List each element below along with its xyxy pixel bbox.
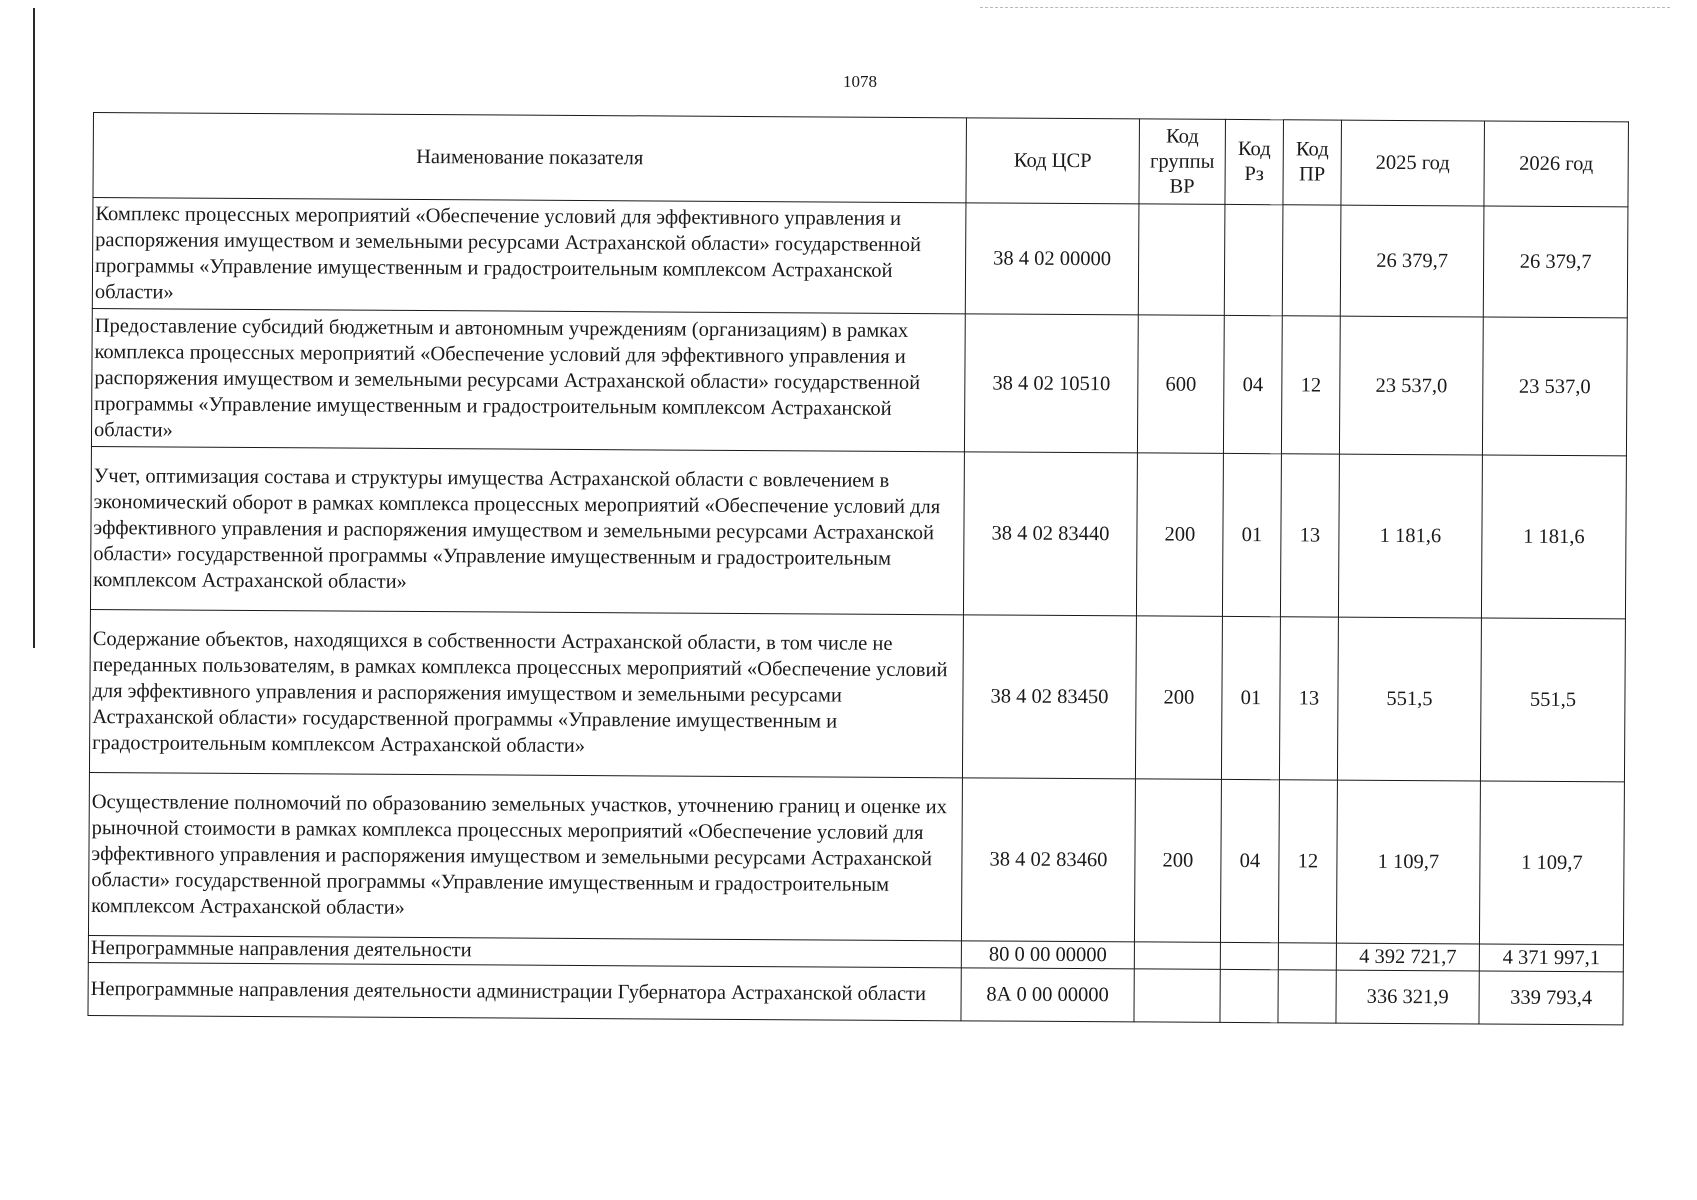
header-csr-code: Код ЦСР	[966, 118, 1140, 204]
row-rz-code	[1220, 942, 1278, 969]
row-pr-code	[1278, 970, 1336, 1023]
row-amount-2025: 1 109,7	[1336, 780, 1480, 944]
row-amount-2025: 4 392 721,7	[1336, 943, 1479, 971]
row-amount-2025: 336 321,9	[1336, 970, 1479, 1024]
row-csr-code: 38 4 02 10510	[964, 314, 1138, 453]
table-header-row	[93, 113, 1628, 207]
table-row	[91, 308, 1627, 455]
row-amount-2026: 23 537,0	[1482, 317, 1627, 456]
header-pr-code	[1283, 120, 1342, 205]
header-year-2026: 2026 год	[1484, 121, 1629, 207]
header-vr-code	[1139, 119, 1226, 205]
header-vr-line2: группы	[1149, 149, 1215, 173]
scan-edge-artifact	[980, 7, 1670, 8]
row-rz-code	[1224, 204, 1283, 315]
row-amount-2025: 1 181,6	[1338, 454, 1482, 618]
row-csr-code: 38 4 02 83460	[961, 778, 1135, 942]
row-amount-2025: 551,5	[1337, 617, 1481, 781]
row-amount-2025: 23 537,0	[1339, 316, 1483, 455]
row-rz-code: 01	[1221, 616, 1280, 779]
page-number: 1078	[843, 72, 877, 91]
row-vr-code: 200	[1134, 779, 1221, 943]
header-rz-line2: Рз	[1244, 163, 1264, 186]
row-name: Учет, оптимизация состава и структуры имущества Астраханской области с вовлечением в экономический оборот в рамках комплекса процессных мероприятий «Обеспечение условий для эффективного управления и распоряжения имуществом и земельными ресурсами Астраханской области» государственной программы «Управление имущественным и градостроительным комплексом Астраханской области»	[90, 446, 964, 614]
row-name: Содержание объектов, находящихся в собственности Астраханской области, в том числе не переданных пользователям, в рамках комплекса процессных мероприятий «Обеспечение условий для эффективного управления и распоряжения имуществом и земельными ресурсами Астраханской области» государственной программы «Управление имущественным и градостроительным комплексом Астраханской области»	[89, 609, 963, 777]
header-name: Наименование показателя	[93, 113, 967, 203]
row-amount-2026: 26 379,7	[1483, 206, 1628, 318]
row-amount-2025: 26 379,7	[1340, 205, 1484, 317]
row-pr-code: 13	[1280, 454, 1339, 617]
row-vr-code	[1134, 969, 1220, 1023]
header-pr-line1: Код	[1295, 138, 1329, 161]
row-amount-2026: 1 109,7	[1479, 781, 1624, 945]
table-row	[89, 609, 1625, 781]
binding-edge-line	[33, 8, 35, 648]
header-rz-line1: Код	[1237, 137, 1271, 161]
row-rz-code: 04	[1220, 779, 1279, 942]
row-csr-code: 38 4 02 83440	[963, 452, 1137, 616]
table-row	[92, 198, 1628, 318]
row-amount-2026: 1 181,6	[1481, 455, 1626, 619]
table-row	[88, 962, 1623, 1024]
row-vr-code	[1134, 942, 1220, 970]
header-pr-line2: ПР	[1298, 163, 1326, 186]
row-name: Непрограммные направления деятельности	[88, 935, 961, 967]
header-vr-line3: ВР	[1169, 175, 1195, 198]
row-pr-code	[1278, 943, 1336, 970]
table-row	[90, 446, 1626, 618]
row-name: Комплекс процессных мероприятий «Обеспечение условий для эффективного управления и распоряжения имуществом и земельными ресурсами Астраханской области» государственной программы «Управление имущественным и градостроительным комплексом Астраханской области»	[92, 198, 966, 314]
row-amount-2026: 339 793,4	[1479, 971, 1623, 1025]
table-row	[88, 772, 1624, 944]
row-rz-code: 04	[1223, 315, 1282, 453]
row-vr-code: 200	[1135, 616, 1222, 780]
row-amount-2026: 4 371 997,1	[1479, 944, 1623, 972]
row-pr-code: 13	[1279, 617, 1338, 780]
row-pr-code: 12	[1278, 780, 1337, 943]
budget-table	[87, 112, 1628, 1025]
row-csr-code: 38 4 02 83450	[962, 615, 1136, 779]
row-csr-code: 80 0 00 00000	[961, 941, 1134, 969]
row-vr-code: 200	[1136, 453, 1223, 617]
header-year-2025: 2025 год	[1341, 120, 1485, 206]
row-csr-code: 8А 0 00 00000	[961, 968, 1134, 1022]
row-pr-code: 12	[1281, 316, 1340, 454]
row-name: Непрограммные направления деятельности администрации Губернатора Астраханской области	[88, 962, 961, 1020]
row-amount-2026: 551,5	[1480, 618, 1625, 782]
row-name: Предоставление субсидий бюджетным и автономным учреждениям (организациям) в рамках комплекса процессных мероприятий «Обеспечение условий для эффективного управления и распоряжения имуществом и земельными ресурсами Астраханской области» государственной программы «Управление имущественным и градостроительным комплексом Астраханской области»	[91, 308, 965, 451]
row-name: Осуществление полномочий по образованию земельных участков, уточнению границ и оценке их рыночной стоимости в рамках комплекса процессных мероприятий «Обеспечение условий для эффективного управления и распоряжения имуществом и земельными ресурсами Астраханской области» государственной программы «Управление имущественным и градостроительным комплексом Астраханской области»	[88, 772, 962, 940]
row-vr-code	[1138, 204, 1225, 316]
header-vr-line1: Код	[1165, 125, 1199, 148]
header-rz-code	[1225, 119, 1284, 204]
row-rz-code: 01	[1222, 453, 1281, 616]
row-vr-code: 600	[1137, 315, 1224, 454]
row-rz-code	[1220, 969, 1278, 1022]
row-csr-code: 38 4 02 00000	[965, 203, 1139, 315]
row-pr-code	[1282, 205, 1341, 316]
